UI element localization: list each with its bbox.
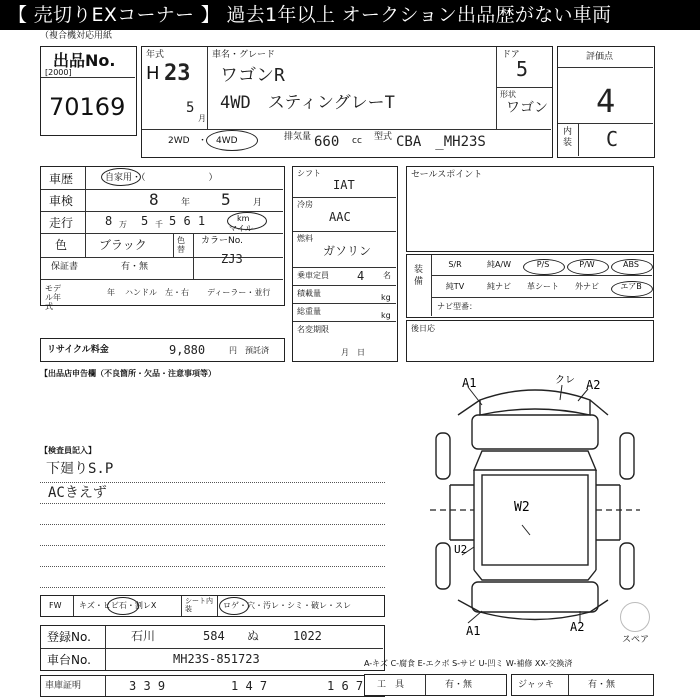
reki-value: 自家用・（ ） <box>105 173 218 183</box>
equipment-label: 装備 <box>414 265 424 287</box>
era-letter: H <box>146 63 160 84</box>
spare-tire-icon <box>620 602 650 632</box>
mileage-km-circle <box>227 212 267 230</box>
inspector-label: 【検査員記入】 <box>40 446 96 455</box>
warranty-value: 有・無 <box>121 262 149 272</box>
color-no-label: カラーNo. <box>201 236 243 246</box>
fw-label: FW <box>49 601 62 610</box>
score-label: 評価点 <box>586 52 614 62</box>
tools-value: 有・無 <box>445 680 473 690</box>
equipment-item: 純ナビ <box>487 282 511 291</box>
seat-value: ロゲ・穴・汚レ・シミ・破レ・スレ <box>223 601 351 610</box>
equipment-item: ABS <box>623 260 639 269</box>
load-unit: kg <box>381 293 391 302</box>
mileage-label: 走行 <box>49 216 74 230</box>
warranty-label: 保証書 <box>51 262 79 272</box>
grade: 4WD スティングレーT <box>220 93 395 113</box>
fuel-label: 燃料 <box>297 234 313 243</box>
recycle-box <box>40 338 285 362</box>
tools-box <box>364 674 507 696</box>
shape-value: ワゴン <box>506 100 548 116</box>
mileage-sen-unit: 千 <box>155 220 163 229</box>
color-value: ブラック <box>99 238 147 252</box>
lot-caption: （複合機対応用紙 <box>40 31 113 41</box>
mileage-sen: 5 <box>141 214 149 228</box>
damage-mark-front-center: クレ <box>555 375 575 386</box>
recycle-note: 預託済 <box>245 346 269 355</box>
tools-label: 工 具 <box>377 680 405 690</box>
banner-text: 【 売切りEXコーナー 】 過去1年以上 オークション出品歴がない車両 <box>8 4 612 26</box>
handle-value: 左・右 <box>165 288 189 297</box>
cert-label: 車庫証明 <box>45 681 82 691</box>
equipment-item: 外ナビ <box>575 282 599 291</box>
reg-class: 584 <box>203 629 225 643</box>
cert-part-2: 1 4 7 <box>231 679 268 693</box>
shift-value: IAT <box>333 178 355 192</box>
equipment-circle <box>567 259 609 275</box>
reg-area: 石川 <box>131 629 156 643</box>
sales-point-box <box>406 166 654 252</box>
total-weight-label: 総重量 <box>297 307 321 316</box>
color-change-label: 色替 <box>177 236 185 254</box>
title-banner <box>0 0 700 30</box>
sales-point-label: セールスポイント <box>411 170 483 180</box>
fuel-value: ガソリン <box>323 244 372 258</box>
damage-mark-roof: W2 <box>514 500 530 515</box>
reg-kana: ぬ <box>247 629 260 643</box>
load-label: 積載量 <box>297 289 321 298</box>
model-year-label: モデル年式 <box>45 284 61 311</box>
name-change-unit: 月 日 <box>341 348 365 357</box>
equipment-circle <box>611 259 653 275</box>
drive-4wd: 4WD <box>216 136 238 146</box>
damage-legend: A-キズ C-腐食 E-エクボ S-サビ U-凹ミ W-補修 XX-交換済 <box>364 659 573 668</box>
equipment-item: 純TV <box>445 282 465 291</box>
drive-4wd-circle <box>206 130 258 151</box>
chassis-value: MH23S-851723 <box>173 652 260 666</box>
recycle-unit: 円 <box>229 346 237 355</box>
history-box <box>40 166 285 311</box>
fw-box <box>40 595 385 617</box>
seat-circle <box>219 597 249 615</box>
lot-label: 出品No. <box>53 51 116 70</box>
mileage-man-unit: 万 <box>119 220 127 229</box>
drive-2wd: 2WD <box>168 136 190 146</box>
equipment-item: エアB <box>620 282 642 291</box>
color-label: 色 <box>55 238 68 252</box>
year-label: 年式 <box>146 50 165 60</box>
capacity-value: 4 <box>357 269 365 283</box>
mileage-rest: 5 6 1 <box>169 214 206 228</box>
color-no-value: ZJ3 <box>221 252 243 266</box>
score-box <box>557 46 655 158</box>
month-unit: 月 <box>198 114 206 123</box>
lot-tag: [2000] <box>45 68 72 77</box>
jack-label: ジャッキ <box>518 680 554 690</box>
registration-box <box>40 625 385 671</box>
cert-part-1: 3 3 9 <box>129 679 166 693</box>
car-damage-diagram <box>410 375 660 635</box>
fw-value: キズ・ヒビ石・割レX <box>79 601 157 610</box>
equipment-item: S/R <box>448 260 462 269</box>
spec-box <box>292 166 398 362</box>
damage-mark-rear-left: A1 <box>466 624 481 635</box>
interior-value: C <box>606 127 619 151</box>
garage-cert-box <box>40 675 385 697</box>
jack-box <box>511 674 654 696</box>
equipment-item: 純A/W <box>486 260 512 269</box>
shaken-year-unit: 年 <box>181 198 191 208</box>
recycle-label: リサイクル料金 <box>47 345 109 355</box>
equipment-circle <box>611 281 653 297</box>
name-label: 車名・グレード <box>212 50 276 60</box>
shaken-label: 車検 <box>49 194 74 208</box>
equipment-item: 革シート <box>527 282 559 291</box>
ac-label: 冷房 <box>297 200 313 209</box>
shaken-month-unit: 月 <box>253 198 263 208</box>
equipment-circle <box>523 259 565 275</box>
lot-box <box>40 46 137 136</box>
shaken-year: 8 <box>149 190 159 209</box>
capacity-label: 乗車定員 <box>297 271 329 280</box>
reg-label: 登録No. <box>47 630 91 644</box>
after-label: 後日応 <box>411 324 435 333</box>
damage-mark-rear-left-side: U2 <box>454 543 468 556</box>
displacement-unit: cc <box>352 136 362 146</box>
total-weight-unit: kg <box>381 311 391 320</box>
equipment-item: P/S <box>536 260 550 269</box>
reki-label: 車歴 <box>49 172 74 186</box>
shape-label: 形状 <box>500 90 516 99</box>
mileage-mile: マイル <box>229 224 253 233</box>
doors-value: 5 <box>516 57 529 81</box>
doors-label: ドア <box>502 50 520 60</box>
after-box <box>406 320 654 362</box>
inspector-note-1: 下廻りS.P <box>46 461 114 477</box>
ac-value: AAC <box>329 210 351 224</box>
damage-mark-front-left: A1 <box>462 376 477 390</box>
dealer-label: ディーラー・並行 <box>207 288 271 297</box>
spare-label: スペア <box>622 635 650 645</box>
fw-circle <box>107 597 139 615</box>
interior-label: 内装 <box>563 127 573 148</box>
month-value: 5 <box>186 100 195 116</box>
seat-label: シート内装 <box>185 597 213 613</box>
damage-mark-rear-right: A2 <box>570 620 585 634</box>
mileage-km: km <box>237 214 250 223</box>
displacement-label: 排気量 <box>284 132 312 142</box>
cert-part-3: 1 6 7 <box>327 679 364 693</box>
name-change-label: 名変期限 <box>297 325 329 334</box>
shaken-month: 5 <box>221 190 231 209</box>
displacement-value: 660 <box>314 134 340 150</box>
navi-label: ナビ型番： <box>437 302 477 311</box>
shift-label: シフト <box>297 169 321 178</box>
report-label: 【出品店申告欄（不良箇所・欠品・注意事項等） <box>40 369 216 378</box>
equipment-item: P/W <box>579 260 595 269</box>
handle-label: ハンドル <box>125 288 157 297</box>
recycle-value: 9,880 <box>169 343 206 357</box>
reg-number: 1022 <box>293 629 322 643</box>
car-name: ワゴンR <box>220 65 285 86</box>
reki-circle <box>101 168 141 186</box>
score-value: 4 <box>596 82 616 120</box>
model-year-unit: 年 <box>107 288 115 297</box>
model-value: CBA _MH23S <box>396 134 486 150</box>
jack-value: 有・無 <box>588 680 616 690</box>
capacity-unit: 名 <box>383 271 391 280</box>
vehicle-header-box: 年式 H 23 5 月 車名・グレード ワゴンR 4WD スティングレーT ドア 5 形状 ワゴン 2WD ・ 4WD 排気量 660 cc 型式 CBA _MH23S <box>141 46 553 158</box>
model-label: 型式 <box>374 132 393 142</box>
mileage-man: 8 <box>105 214 113 228</box>
lot-number: 70169 <box>49 93 126 121</box>
damage-mark-front-right: A2 <box>586 378 601 392</box>
chassis-label: 車台No. <box>47 653 91 667</box>
year-value: 23 <box>164 61 191 86</box>
equipment-box <box>406 254 654 318</box>
inspector-note-2: ACきえず <box>48 485 107 501</box>
